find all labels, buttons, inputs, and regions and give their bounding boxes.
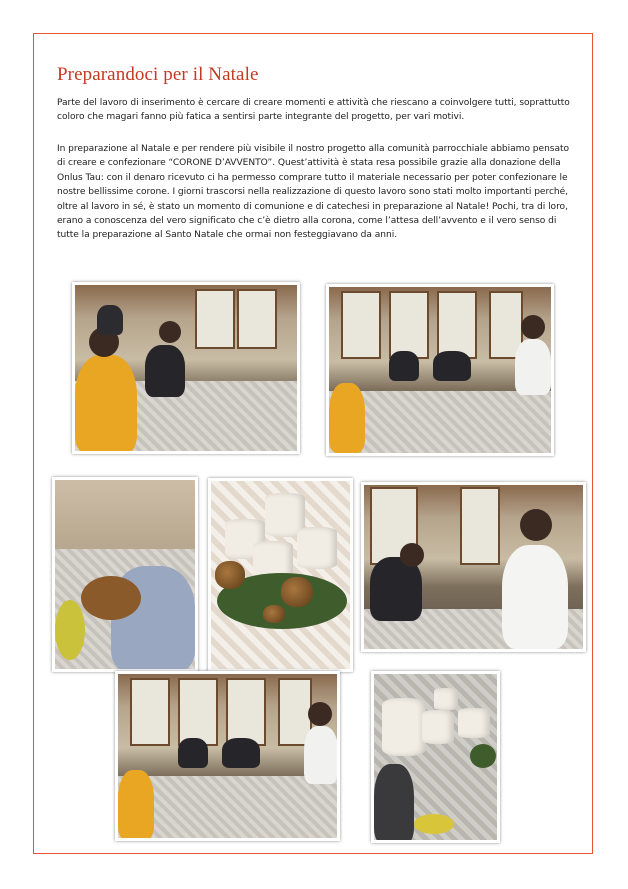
body-paragraph: In preparazione al Natale e per rendere più visibile il nostro progetto alla comunità parrocchiale abbiamo pensato di creare e confezionare “CORONE D’AVVENTO”. Quest’attività è stata resa possibile grazie alla donazione della Onlus Tau: con il denaro ricevuto ci ha permesso comprare tutto il materiale necessario per poter confezionare le nostre bellissime corone. I giorni trascorsi nella realizzazione di questo lavoro sono stati molto importanti perché, oltre al lavoro in sé, è stato un momento di comunione e di catechesi in preparazione al Natale! Pochi, tra di loro, erano a conoscenza del vero significato che c’è dietro alla corona, come l’attesa dell’avvento e il vero senso di tutte la preparazione al Santo Natale che ormai non festeggiavano da anni. <box>57 144 570 241</box>
photo-making-wreath <box>52 477 198 672</box>
photo-group-table <box>326 284 554 456</box>
photo-workshop-table <box>72 282 300 454</box>
photo-volunteer-standing <box>361 482 586 652</box>
photo-decorating-candles <box>371 671 500 843</box>
photo-advent-wreath-candles <box>208 478 353 672</box>
page-title: Preparandoci per il Natale <box>57 64 259 85</box>
intro-paragraph: Parte del lavoro di inserimento è cercare di creare momenti e attività che riescano a coinvolgere tutti, soprattutto coloro che magari fanno più fatica a sentirsi parte integrante del progetto, per vari motivi. <box>57 98 570 123</box>
photo-table-overview <box>115 671 340 841</box>
